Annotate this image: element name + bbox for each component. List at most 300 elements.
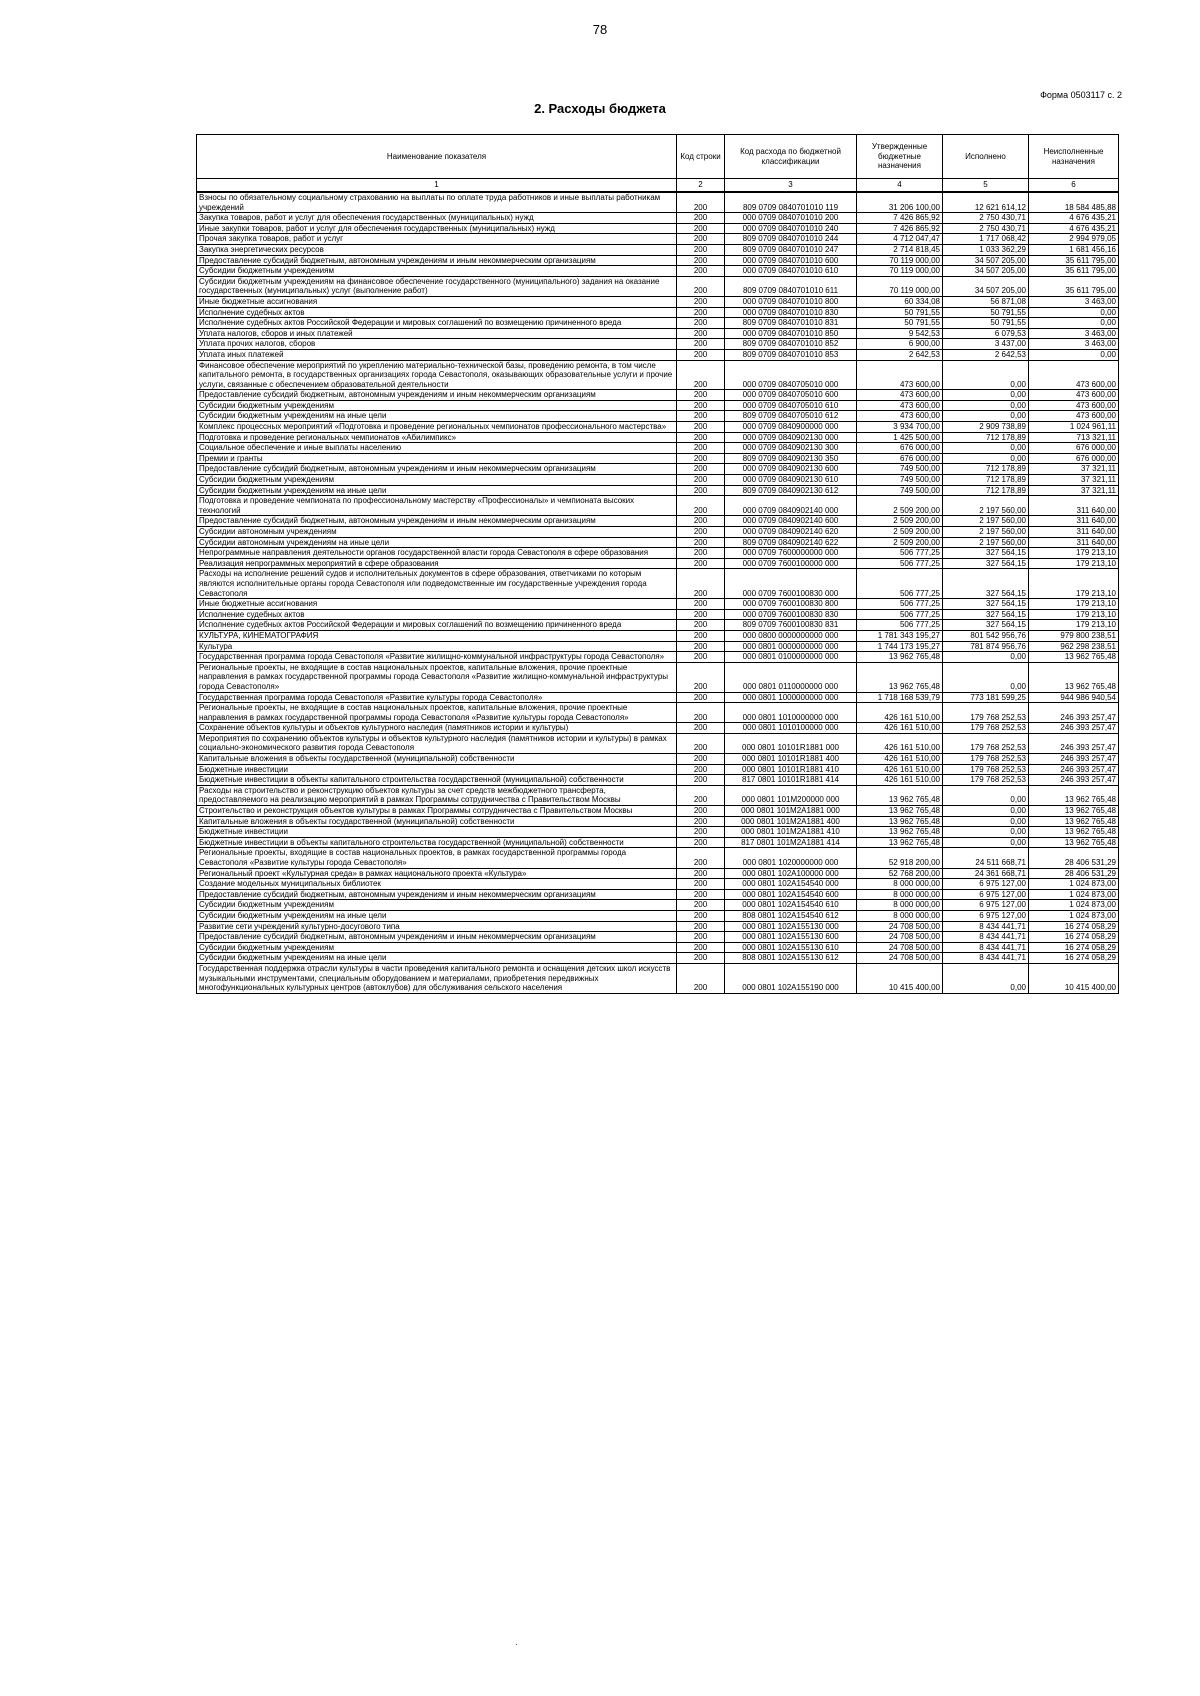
- row-executed: 0,00: [943, 827, 1029, 838]
- row-name: Социальное обеспечение и иные выплаты населению: [197, 443, 677, 454]
- row-unexecuted: 16 274 058,29: [1029, 942, 1119, 953]
- row-approved: 2 509 200,00: [857, 496, 943, 516]
- row-name: Субсидии бюджетным учреждениям: [197, 266, 677, 277]
- row-executed: 1 033 362,29: [943, 244, 1029, 255]
- row-executed: 179 768 252,53: [943, 764, 1029, 775]
- row-approved: 13 962 765,48: [857, 785, 943, 805]
- row-expense-code: 817 0801 10101R1881 414: [725, 775, 857, 786]
- row-line-code: 200: [677, 296, 725, 307]
- row-approved: 749 500,00: [857, 485, 943, 496]
- table-row: [197, 475, 1119, 486]
- row-name: Предоставление субсидий бюджетным, автономным учреждениям и иным некоммерческим организациям: [197, 464, 677, 475]
- table-row: [197, 213, 1119, 224]
- row-approved: 749 500,00: [857, 475, 943, 486]
- row-unexecuted: 179 213,10: [1029, 620, 1119, 631]
- row-approved: 2 509 200,00: [857, 516, 943, 527]
- row-approved: 8 000 000,00: [857, 910, 943, 921]
- row-expense-code: 000 0801 0100000000 000: [725, 652, 857, 663]
- row-line-code: 200: [677, 837, 725, 848]
- row-name: Региональный проект «Культурная среда» в рамках национального проекта «Культура»: [197, 868, 677, 879]
- row-line-code: 200: [677, 764, 725, 775]
- row-line-code: 200: [677, 496, 725, 516]
- row-line-code: 200: [677, 527, 725, 538]
- row-unexecuted: 1 024 873,00: [1029, 900, 1119, 911]
- row-line-code: 200: [677, 827, 725, 838]
- table-row: [197, 652, 1119, 663]
- row-unexecuted: 1 024 873,00: [1029, 879, 1119, 890]
- row-executed: 6 975 127,00: [943, 900, 1029, 911]
- row-line-code: 200: [677, 848, 725, 868]
- row-executed: 0,00: [943, 785, 1029, 805]
- table-row: [197, 244, 1119, 255]
- row-name: Закупка энергетических ресурсов: [197, 244, 677, 255]
- table-row: [197, 630, 1119, 641]
- row-unexecuted: 473 600,00: [1029, 390, 1119, 401]
- row-approved: 24 708 500,00: [857, 921, 943, 932]
- row-line-code: 200: [677, 879, 725, 890]
- row-name: Исполнение судебных актов: [197, 307, 677, 318]
- row-line-code: 200: [677, 953, 725, 964]
- row-expense-code: 000 0709 0840902140 600: [725, 516, 857, 527]
- row-executed: 2 909 738,89: [943, 422, 1029, 433]
- row-expense-code: 000 0801 101M200000 000: [725, 785, 857, 805]
- table-row: [197, 422, 1119, 433]
- row-unexecuted: 1 681 456,16: [1029, 244, 1119, 255]
- row-unexecuted: 179 213,10: [1029, 569, 1119, 599]
- row-executed: 50 791,55: [943, 307, 1029, 318]
- row-name: Уплата иных платежей: [197, 349, 677, 360]
- row-approved: 7 426 865,92: [857, 213, 943, 224]
- row-approved: 52 918 200,00: [857, 848, 943, 868]
- row-expense-code: 000 0709 0840701010 800: [725, 296, 857, 307]
- row-unexecuted: 311 640,00: [1029, 516, 1119, 527]
- row-name: Иные бюджетные ассигнования: [197, 296, 677, 307]
- row-unexecuted: 473 600,00: [1029, 400, 1119, 411]
- row-name: Мероприятия по сохранению объектов культуры и объектов культурного наследия (памятников истории и культуры) в рамках социально-экономического развития города Севастополя: [197, 733, 677, 753]
- row-approved: 9 542,53: [857, 328, 943, 339]
- row-approved: 676 000,00: [857, 453, 943, 464]
- row-name: Субсидии бюджетным учреждениям на финансовое обеспечение государственного (муниципального) задания на оказание государственных (муниципальных) услуг (выполнение работ): [197, 276, 677, 296]
- row-executed: 327 564,15: [943, 620, 1029, 631]
- form-code: Форма 0503117 с. 2: [1040, 90, 1122, 100]
- row-unexecuted: 713 321,11: [1029, 432, 1119, 443]
- table-row: [197, 879, 1119, 890]
- table-row: [197, 296, 1119, 307]
- table-header-row: [197, 135, 1119, 179]
- table-row: [197, 432, 1119, 443]
- row-executed: 712 178,89: [943, 432, 1029, 443]
- row-expense-code: 000 0709 0840902140 000: [725, 496, 857, 516]
- row-executed: 327 564,15: [943, 599, 1029, 610]
- row-approved: 13 962 765,48: [857, 816, 943, 827]
- table-row: [197, 827, 1119, 838]
- row-expense-code: 000 0801 1010100000 000: [725, 723, 857, 734]
- table-row: [197, 485, 1119, 496]
- row-unexecuted: 13 962 765,48: [1029, 806, 1119, 817]
- row-line-code: 200: [677, 453, 725, 464]
- row-name: Субсидии бюджетным учреждениям: [197, 900, 677, 911]
- row-line-code: 200: [677, 223, 725, 234]
- row-name: Закупка товаров, работ и услуг для обеспечения государственных (муниципальных) нужд: [197, 213, 677, 224]
- row-approved: 1 781 343 195,27: [857, 630, 943, 641]
- row-executed: 34 507 205,00: [943, 276, 1029, 296]
- row-unexecuted: 28 406 531,29: [1029, 848, 1119, 868]
- row-name: Бюджетные инвестиции: [197, 827, 677, 838]
- table-row: [197, 754, 1119, 765]
- row-unexecuted: 28 406 531,29: [1029, 868, 1119, 879]
- row-approved: 426 161 510,00: [857, 703, 943, 723]
- row-unexecuted: 16 274 058,29: [1029, 953, 1119, 964]
- row-approved: 8 000 000,00: [857, 879, 943, 890]
- row-unexecuted: 16 274 058,29: [1029, 932, 1119, 943]
- row-unexecuted: 179 213,10: [1029, 558, 1119, 569]
- table-row: [197, 785, 1119, 805]
- row-executed: 179 768 252,53: [943, 775, 1029, 786]
- row-name: Уплата налогов, сборов и иных платежей: [197, 328, 677, 339]
- row-unexecuted: 16 274 058,29: [1029, 921, 1119, 932]
- row-name: Субсидии бюджетным учреждениям на иные цели: [197, 485, 677, 496]
- row-line-code: 200: [677, 464, 725, 475]
- table-row: [197, 921, 1119, 932]
- row-approved: 473 600,00: [857, 390, 943, 401]
- row-expense-code: 000 0709 0840902130 300: [725, 443, 857, 454]
- row-expense-code: 000 0801 102A154540 600: [725, 889, 857, 900]
- table-row: [197, 400, 1119, 411]
- row-name: Региональные проекты, не входящие в состав национальных проектов, капитальные вложения, прочие проектные направления в рамках государственной программы города Севастополя «Развитие культуры города Севастополя»: [197, 703, 677, 723]
- table-row: [197, 234, 1119, 245]
- table-row: [197, 692, 1119, 703]
- table-row: [197, 390, 1119, 401]
- row-executed: 0,00: [943, 652, 1029, 663]
- row-approved: 70 119 000,00: [857, 266, 943, 277]
- row-expense-code: 000 0709 0840900000 000: [725, 422, 857, 433]
- row-expense-code: 000 0801 1000000000 000: [725, 692, 857, 703]
- row-line-code: 200: [677, 785, 725, 805]
- table-row: [197, 775, 1119, 786]
- table-row: [197, 192, 1119, 213]
- row-line-code: 200: [677, 548, 725, 559]
- row-expense-code: 000 0801 101M2A1881 410: [725, 827, 857, 838]
- row-unexecuted: 35 611 795,00: [1029, 276, 1119, 296]
- row-executed: 2 642,53: [943, 349, 1029, 360]
- row-expense-code: 809 0709 0840701010 852: [725, 339, 857, 350]
- row-expense-code: 000 0709 0840902130 000: [725, 432, 857, 443]
- table-row: [197, 328, 1119, 339]
- row-line-code: 200: [677, 276, 725, 296]
- row-executed: 712 178,89: [943, 464, 1029, 475]
- row-unexecuted: 979 800 238,51: [1029, 630, 1119, 641]
- row-approved: 31 206 100,00: [857, 192, 943, 213]
- row-name: Субсидии бюджетным учреждениям: [197, 942, 677, 953]
- row-approved: 473 600,00: [857, 400, 943, 411]
- page-title: 2. Расходы бюджета: [534, 101, 666, 116]
- row-approved: 70 119 000,00: [857, 276, 943, 296]
- row-expense-code: 000 0709 0840705010 610: [725, 400, 857, 411]
- table-row: [197, 806, 1119, 817]
- row-unexecuted: 3 463,00: [1029, 296, 1119, 307]
- table-row: [197, 223, 1119, 234]
- row-approved: 52 768 200,00: [857, 868, 943, 879]
- row-name: Государственная поддержка отрасли культуры в части проведения капитального ремонта и оснащения детских школ искусств музыкальными инструментами, специальным оборудованием и материалами, приобретения передвижных многофункциональных культурных центров (автоклубов) для обслуживания сельского населения: [197, 963, 677, 993]
- row-unexecuted: 13 962 765,48: [1029, 816, 1119, 827]
- row-line-code: 200: [677, 328, 725, 339]
- row-name: Реализация непрограммных мероприятий в сфере образования: [197, 558, 677, 569]
- row-executed: 34 507 205,00: [943, 255, 1029, 266]
- row-line-code: 200: [677, 806, 725, 817]
- row-line-code: 200: [677, 723, 725, 734]
- table-row: [197, 349, 1119, 360]
- row-approved: 13 962 765,48: [857, 652, 943, 663]
- row-line-code: 200: [677, 443, 725, 454]
- table-row: [197, 620, 1119, 631]
- row-approved: 1 425 500,00: [857, 432, 943, 443]
- table-row: [197, 339, 1119, 350]
- table-row: [197, 837, 1119, 848]
- row-unexecuted: 179 213,10: [1029, 599, 1119, 610]
- row-name: Бюджетные инвестиции: [197, 764, 677, 775]
- row-approved: 506 777,25: [857, 569, 943, 599]
- table-row: [197, 318, 1119, 329]
- row-approved: 2 642,53: [857, 349, 943, 360]
- row-expense-code: 000 0801 102A154540 000: [725, 879, 857, 890]
- row-approved: 24 708 500,00: [857, 942, 943, 953]
- row-unexecuted: 0,00: [1029, 349, 1119, 360]
- row-name: Развитие сети учреждений культурно-досугового типа: [197, 921, 677, 932]
- table-row: [197, 953, 1119, 964]
- row-expense-code: 000 0801 101M2A1881 000: [725, 806, 857, 817]
- table-row: [197, 443, 1119, 454]
- table-row: [197, 411, 1119, 422]
- row-line-code: 200: [677, 307, 725, 318]
- row-unexecuted: 246 393 257,47: [1029, 764, 1119, 775]
- row-expense-code: 000 0709 7600100830 830: [725, 609, 857, 620]
- row-executed: 0,00: [943, 390, 1029, 401]
- row-approved: 70 119 000,00: [857, 255, 943, 266]
- row-unexecuted: 311 640,00: [1029, 496, 1119, 516]
- row-expense-code: 000 0709 0840701010 850: [725, 328, 857, 339]
- row-expense-code: 809 0709 0840701010 247: [725, 244, 857, 255]
- row-unexecuted: 2 994 979,05: [1029, 234, 1119, 245]
- row-unexecuted: 10 415 400,00: [1029, 963, 1119, 993]
- row-approved: 24 708 500,00: [857, 932, 943, 943]
- row-line-code: 200: [677, 411, 725, 422]
- row-approved: 1 744 173 195,27: [857, 641, 943, 652]
- row-approved: 426 161 510,00: [857, 723, 943, 734]
- row-executed: 773 181 599,25: [943, 692, 1029, 703]
- row-executed: 0,00: [943, 453, 1029, 464]
- row-name: Капитальные вложения в объекты государственной (муниципальной) собственности: [197, 816, 677, 827]
- row-expense-code: 809 0709 0840902130 612: [725, 485, 857, 496]
- row-line-code: 200: [677, 942, 725, 953]
- row-executed: 8 434 441,71: [943, 921, 1029, 932]
- row-unexecuted: 473 600,00: [1029, 411, 1119, 422]
- row-name: Субсидии автономным учреждениям на иные цели: [197, 537, 677, 548]
- row-expense-code: 000 0709 7600100830 800: [725, 599, 857, 610]
- row-unexecuted: 3 463,00: [1029, 339, 1119, 350]
- row-executed: 2 197 560,00: [943, 496, 1029, 516]
- row-name: Исполнение судебных актов: [197, 609, 677, 620]
- table-row: [197, 558, 1119, 569]
- row-expense-code: 000 0801 102A154540 610: [725, 900, 857, 911]
- row-line-code: 200: [677, 692, 725, 703]
- row-unexecuted: 1 024 961,11: [1029, 422, 1119, 433]
- row-executed: 327 564,15: [943, 548, 1029, 559]
- row-executed: 1 717 068,42: [943, 234, 1029, 245]
- row-line-code: 200: [677, 234, 725, 245]
- row-executed: 8 434 441,71: [943, 932, 1029, 943]
- row-name: Государственная программа города Севастополя «Развитие культуры города Севастополя»: [197, 692, 677, 703]
- row-name: Финансовое обеспечение мероприятий по укреплению материально-технической базы, проведению ремонта, в том числе капитального ремонта, в государственных организациях города Севастополя, оказывающих образовательные услуги и прочие услуги, связанные с обеспечением образовательной деятельности: [197, 360, 677, 390]
- row-expense-code: 000 0800 0000000000 000: [725, 630, 857, 641]
- row-expense-code: 000 0709 0840701010 240: [725, 223, 857, 234]
- row-line-code: 200: [677, 662, 725, 692]
- row-line-code: 200: [677, 620, 725, 631]
- row-approved: 2 714 818,45: [857, 244, 943, 255]
- row-expense-code: 000 0801 101M2A1881 400: [725, 816, 857, 827]
- row-executed: 0,00: [943, 816, 1029, 827]
- row-expense-code: 809 0709 0840701010 119: [725, 192, 857, 213]
- row-name: Субсидии бюджетным учреждениям: [197, 400, 677, 411]
- row-executed: 12 621 614,12: [943, 192, 1029, 213]
- row-expense-code: 000 0709 0840701010 600: [725, 255, 857, 266]
- row-executed: 0,00: [943, 360, 1029, 390]
- row-approved: 506 777,25: [857, 548, 943, 559]
- row-name: Прочая закупка товаров, работ и услуг: [197, 234, 677, 245]
- table-row: [197, 255, 1119, 266]
- row-expense-code: 000 0801 102A155190 000: [725, 963, 857, 993]
- row-unexecuted: 35 611 795,00: [1029, 255, 1119, 266]
- table-row: [197, 266, 1119, 277]
- column-number: 6: [1029, 179, 1119, 193]
- row-expense-code: 000 0709 7600100830 000: [725, 569, 857, 599]
- row-approved: 473 600,00: [857, 360, 943, 390]
- table-row: [197, 360, 1119, 390]
- row-expense-code: 000 0709 0840705010 600: [725, 390, 857, 401]
- row-line-code: 200: [677, 641, 725, 652]
- row-unexecuted: 13 962 765,48: [1029, 652, 1119, 663]
- row-approved: 10 415 400,00: [857, 963, 943, 993]
- row-executed: 6 975 127,00: [943, 889, 1029, 900]
- table-row: [197, 932, 1119, 943]
- row-unexecuted: 4 676 435,21: [1029, 223, 1119, 234]
- row-expense-code: 000 0709 0840902130 610: [725, 475, 857, 486]
- row-unexecuted: 13 962 765,48: [1029, 827, 1119, 838]
- table-row: [197, 599, 1119, 610]
- row-unexecuted: 962 298 238,51: [1029, 641, 1119, 652]
- header-unexecuted: Неисполненные назначения: [1029, 135, 1119, 179]
- table-row: [197, 548, 1119, 559]
- row-name: Подготовка и проведение чемпионата по профессиональному мастерству «Профессионалы» и чемпионата высоких технологий: [197, 496, 677, 516]
- row-expense-code: 000 0801 102A155130 610: [725, 942, 857, 953]
- table-row: [197, 662, 1119, 692]
- row-name: Премии и гранты: [197, 453, 677, 464]
- row-expense-code: 000 0709 0840701010 200: [725, 213, 857, 224]
- row-approved: 13 962 765,48: [857, 806, 943, 817]
- table-row: [197, 764, 1119, 775]
- row-approved: 426 161 510,00: [857, 754, 943, 765]
- row-line-code: 200: [677, 652, 725, 663]
- table-row: [197, 537, 1119, 548]
- row-name: Бюджетные инвестиции в объекты капитального строительства государственной (муниципальной) собственности: [197, 775, 677, 786]
- row-name: Предоставление субсидий бюджетным, автономным учреждениям и иным некоммерческим организациям: [197, 255, 677, 266]
- row-line-code: 200: [677, 558, 725, 569]
- row-approved: 506 777,25: [857, 620, 943, 631]
- row-line-code: 200: [677, 816, 725, 827]
- row-line-code: 200: [677, 733, 725, 753]
- row-unexecuted: 18 584 485,88: [1029, 192, 1119, 213]
- row-approved: 426 161 510,00: [857, 775, 943, 786]
- row-line-code: 200: [677, 569, 725, 599]
- row-name: Комплекс процессных мероприятий «Подготовка и проведение региональных чемпионатов профессионального мастерства»: [197, 422, 677, 433]
- column-number: 4: [857, 179, 943, 193]
- row-unexecuted: 473 600,00: [1029, 360, 1119, 390]
- row-unexecuted: 0,00: [1029, 307, 1119, 318]
- row-approved: 506 777,25: [857, 599, 943, 610]
- row-line-code: 200: [677, 609, 725, 620]
- row-executed: 0,00: [943, 443, 1029, 454]
- row-name: Культура: [197, 641, 677, 652]
- table-row: [197, 464, 1119, 475]
- row-name: Сохранение объектов культуры и объектов культурного наследия (памятников истории и культуры): [197, 723, 677, 734]
- row-approved: 24 708 500,00: [857, 953, 943, 964]
- row-name: Предоставление субсидий бюджетным, автономным учреждениям и иным некоммерческим организациям: [197, 889, 677, 900]
- row-executed: 179 768 252,53: [943, 723, 1029, 734]
- row-expense-code: 000 0801 102A155130 600: [725, 932, 857, 943]
- row-expense-code: 809 0709 0840701010 831: [725, 318, 857, 329]
- row-name: Субсидии бюджетным учреждениям на иные цели: [197, 910, 677, 921]
- row-executed: 327 564,15: [943, 558, 1029, 569]
- row-unexecuted: 37 321,11: [1029, 464, 1119, 475]
- row-executed: 179 768 252,53: [943, 754, 1029, 765]
- column-number-row: [197, 179, 1119, 193]
- row-executed: 8 434 441,71: [943, 953, 1029, 964]
- row-unexecuted: 35 611 795,00: [1029, 266, 1119, 277]
- row-expense-code: 000 0801 0000000000 000: [725, 641, 857, 652]
- row-executed: 801 542 956,76: [943, 630, 1029, 641]
- row-approved: 8 000 000,00: [857, 900, 943, 911]
- row-name: Региональные проекты, входящие в состав национальных проектов, в рамках государственной программы города Севастополя «Развитие культуры города Севастополя»: [197, 848, 677, 868]
- table-row: [197, 889, 1119, 900]
- row-line-code: 200: [677, 349, 725, 360]
- row-unexecuted: 37 321,11: [1029, 475, 1119, 486]
- row-executed: 2 197 560,00: [943, 527, 1029, 538]
- row-approved: 426 161 510,00: [857, 733, 943, 753]
- row-executed: 6 079,53: [943, 328, 1029, 339]
- row-unexecuted: 311 640,00: [1029, 537, 1119, 548]
- row-unexecuted: 311 640,00: [1029, 527, 1119, 538]
- row-executed: 179 768 252,53: [943, 733, 1029, 753]
- row-line-code: 200: [677, 599, 725, 610]
- row-approved: 2 509 200,00: [857, 527, 943, 538]
- row-name: Расходы на строительство и реконструкцию объектов культуры за счет средств межбюджетного трансферта, предоставляемого на реализацию мероприятий в рамках Программы сотрудничества с Правительством Москвы: [197, 785, 677, 805]
- row-name: Иные бюджетные ассигнования: [197, 599, 677, 610]
- row-executed: 34 507 205,00: [943, 266, 1029, 277]
- row-expense-code: 000 0801 102A100000 000: [725, 868, 857, 879]
- row-approved: 426 161 510,00: [857, 764, 943, 775]
- row-line-code: 200: [677, 775, 725, 786]
- row-line-code: 200: [677, 516, 725, 527]
- row-approved: 473 600,00: [857, 411, 943, 422]
- row-executed: 56 871,08: [943, 296, 1029, 307]
- row-line-code: 200: [677, 868, 725, 879]
- table-row: [197, 276, 1119, 296]
- row-line-code: 200: [677, 900, 725, 911]
- table-row: [197, 641, 1119, 652]
- row-executed: 50 791,55: [943, 318, 1029, 329]
- row-name: Иные закупки товаров, работ и услуг для обеспечения государственных (муниципальных) нужд: [197, 223, 677, 234]
- table-row: [197, 963, 1119, 993]
- table-row: [197, 703, 1119, 723]
